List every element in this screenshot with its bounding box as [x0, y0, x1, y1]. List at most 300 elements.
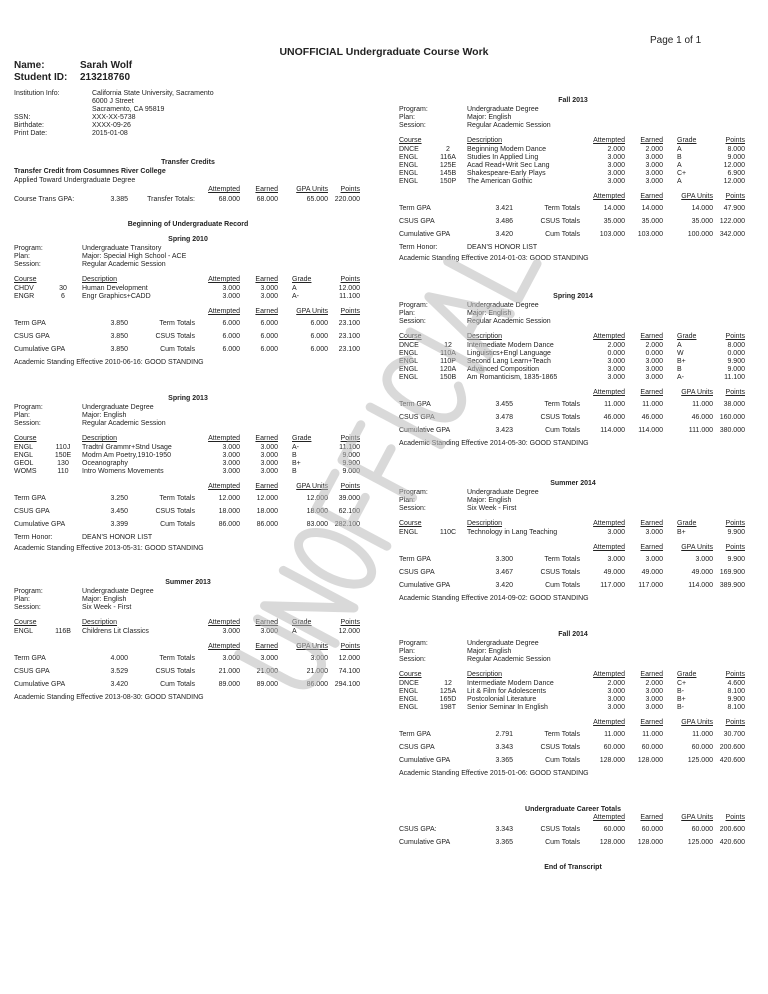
totals-row: [399, 582, 747, 595]
course-grade: C+: [677, 680, 687, 687]
course-number: 110J: [55, 444, 71, 451]
course-description: Second Lang Learn+Teach: [467, 358, 551, 365]
attempted-total: 89.000: [218, 681, 240, 688]
points-header: Points: [725, 671, 745, 678]
plan-value: Major: English: [82, 596, 127, 603]
course-row: [14, 285, 362, 293]
course-points: 9.900: [342, 460, 360, 467]
course-description: Modrn Am Poetry,1910-1950: [82, 452, 171, 459]
totals-row: [14, 508, 362, 521]
term-title-text: Spring 2013: [168, 395, 208, 402]
term-spring-2013: [14, 395, 362, 555]
totals-row: [14, 655, 362, 668]
totals-header: [399, 719, 747, 729]
course-description: Beginning Modern Dance: [467, 146, 546, 153]
earned-header: Earned: [255, 619, 278, 626]
term-session: [399, 505, 747, 513]
points-total: 39.000: [338, 495, 360, 502]
program-value: Undergraduate Degree: [82, 588, 154, 595]
course-subject: ENGL: [399, 366, 419, 373]
term-program: [14, 245, 362, 253]
grade-header: Grade: [677, 333, 697, 340]
course-header: Course: [399, 333, 422, 340]
gpa-label: CSUS GPA: [399, 218, 435, 225]
academic-standing: [14, 359, 362, 369]
info-value: California State University, Sacramento: [92, 90, 214, 97]
gpa-units-total: 3.000: [310, 655, 328, 662]
gpa-value: 3.343: [495, 826, 513, 833]
gpa-units-total: 18.000: [306, 508, 328, 515]
earned-header: Earned: [255, 276, 278, 283]
course-points: 9.000: [727, 366, 745, 373]
course-row: [399, 178, 747, 186]
totals-label: Term Totals: [544, 401, 580, 408]
gpa-units-header: GPA Units: [296, 483, 328, 490]
totals-label: Term Totals: [159, 655, 195, 662]
session-value: Regular Academic Session: [467, 656, 551, 663]
course-number: 110: [57, 468, 69, 475]
earned-header: Earned: [255, 308, 278, 315]
gpa-units-total: 3.000: [695, 556, 713, 563]
points-total: 420.600: [719, 839, 745, 846]
totals-row: [14, 333, 362, 346]
session-value: Six Week - First: [467, 505, 517, 512]
plan-value: Major: Special High School - ACE: [82, 253, 187, 260]
attempted-header: Attempted: [208, 308, 240, 315]
totals-header: [14, 308, 362, 318]
grade-header: Grade: [677, 520, 697, 527]
course-attempted: 3.000: [607, 374, 625, 381]
career-heading-text: Undergraduate Career Totals: [525, 806, 621, 813]
course-description: Studies In Applied Ling: [467, 154, 539, 161]
attempted-total: 128.000: [599, 839, 625, 846]
course-earned: 3.000: [645, 178, 663, 185]
course-description: Childrens Lit Classics: [82, 628, 149, 635]
gpa-units-total: 125.000: [687, 839, 713, 846]
course-subject: WOMS: [14, 468, 37, 475]
term-title: [14, 579, 362, 588]
course-subject: ENGL: [399, 154, 419, 161]
totals-label: CSUS Totals: [540, 414, 580, 421]
gpa-label: Term GPA: [399, 731, 431, 738]
course-number: 198T: [440, 704, 456, 711]
info-label: Institution Info:: [14, 90, 60, 97]
course-attempted: 3.000: [222, 444, 240, 451]
earned-header: Earned: [640, 544, 663, 551]
plan-value: Major: English: [467, 310, 512, 317]
course-header: [14, 276, 362, 285]
course-row: [399, 366, 747, 374]
gpa-label: CSUS GPA: [399, 569, 435, 576]
course-number: 6: [61, 293, 65, 300]
term-plan: [14, 253, 362, 261]
gpa-value: 3.300: [495, 556, 513, 563]
earned-total: 128.000: [637, 757, 663, 764]
course-attempted: 3.000: [222, 460, 240, 467]
course-subject: DNCE: [399, 342, 419, 349]
gpa-label: Cumulative GPA: [399, 582, 451, 589]
course-grade: A: [677, 178, 682, 185]
course-subject: ENGL: [399, 178, 419, 185]
earned-total: 68.000: [256, 196, 278, 203]
earned-total: 60.000: [641, 826, 663, 833]
course-subject: CHDV: [14, 285, 34, 292]
points-total: 47.900: [723, 205, 745, 212]
course-grade: B: [677, 366, 682, 373]
course-points: 9.900: [727, 696, 745, 703]
program-label: Program:: [399, 640, 428, 647]
totals-row: [14, 521, 362, 534]
session-label: Session:: [14, 604, 41, 611]
earned-total: 6.000: [260, 346, 278, 353]
gpa-value: 3.423: [495, 427, 513, 434]
course-subject: ENGL: [399, 350, 419, 357]
course-row: [399, 342, 747, 350]
term-title-text: Spring 2014: [553, 293, 593, 300]
attempted-header: Attempted: [208, 483, 240, 490]
term-title-text: Fall 2014: [558, 631, 588, 638]
session-label: Session:: [399, 318, 426, 325]
course-earned: 3.000: [260, 452, 278, 459]
term-program: [14, 588, 362, 596]
gpa-units-total: 6.000: [310, 346, 328, 353]
totals-label: Cum Totals: [160, 681, 195, 688]
course-number: 2: [446, 146, 450, 153]
attempted-total: 12.000: [218, 495, 240, 502]
points-total: 23.100: [338, 333, 360, 340]
attempted-header: Attempted: [593, 719, 625, 726]
gpa-units-header: GPA Units: [681, 544, 713, 551]
totals-row: [14, 681, 362, 694]
session-label: Session:: [399, 656, 426, 663]
course-description: Advanced Composition: [467, 366, 539, 373]
course-earned: 3.000: [645, 170, 663, 177]
transfer-applied-text: Applied Toward Undergraduate Degree: [14, 177, 136, 184]
transfer-heading: [14, 159, 362, 168]
course-header: [14, 619, 362, 628]
document-title: UNOFFICIAL Undergraduate Course Work: [279, 46, 489, 58]
course-description: Intro Womens Movements: [82, 468, 164, 475]
totals-label: Cum Totals: [160, 521, 195, 528]
totals-label: Term Totals: [159, 320, 195, 327]
points-total: 342.000: [719, 231, 745, 238]
points-total: 389.900: [719, 582, 745, 589]
points-header: Points: [340, 619, 360, 626]
program-value: Undergraduate Degree: [467, 106, 539, 113]
program-value: Undergraduate Degree: [82, 404, 154, 411]
transfer-credits-section: [14, 159, 362, 208]
term-title: [399, 97, 747, 106]
course-grade: B-: [677, 688, 684, 695]
attempted-total: 35.000: [603, 218, 625, 225]
gpa-value: 3.486: [495, 218, 513, 225]
attempted-header: Attempted: [593, 814, 625, 821]
description-header: Description: [82, 619, 118, 626]
gpa-value: 3.850: [110, 333, 128, 340]
earned-header: Earned: [640, 719, 663, 726]
course-grade: B: [677, 154, 682, 161]
course-row: [14, 628, 362, 636]
program-label: Program:: [399, 302, 428, 309]
plan-label: Plan:: [14, 596, 30, 603]
gpa-label: Term GPA: [14, 320, 46, 327]
course-number: 145B: [439, 170, 457, 177]
points-header: Points: [725, 814, 745, 821]
student-info: [14, 90, 314, 138]
gpa-value: 3.343: [495, 744, 513, 751]
course-description: The American Gothic: [467, 178, 533, 185]
description-header: Description: [467, 333, 503, 340]
term-plan: [399, 310, 747, 318]
totals-row: [399, 401, 747, 414]
gpa-value: 4.000: [110, 655, 128, 662]
course-row: [399, 704, 747, 712]
attempted-total: 6.000: [222, 346, 240, 353]
plan-value: Major: English: [467, 497, 512, 504]
attempted-total: 3.000: [222, 655, 240, 662]
term-title: [399, 480, 747, 489]
academic-standing: [14, 694, 362, 704]
grade-header: Grade: [292, 435, 312, 442]
points-header: Points: [725, 193, 745, 200]
earned-total: 11.000: [642, 731, 663, 738]
course-earned: 3.000: [645, 358, 663, 365]
term-program: [399, 640, 747, 648]
points-header: Points: [340, 643, 360, 650]
points-total: 62.100: [338, 508, 360, 515]
term-fall-2014: [399, 631, 747, 780]
totals-label: CSUS Totals: [155, 508, 195, 515]
course-grade: B+: [677, 529, 686, 536]
term-program: [14, 404, 362, 412]
points-header: Points: [340, 435, 360, 442]
course-description: Oceanography: [82, 460, 128, 467]
course-description: Tradtnl Grammr+Stnd Usage: [82, 444, 172, 451]
course-row: [399, 170, 747, 178]
gpa-value: 3.850: [110, 320, 128, 327]
totals-header: [14, 483, 362, 493]
term-plan: [399, 497, 747, 505]
course-description: Intermediate Modern Dance: [467, 342, 554, 349]
totals-label: Cum Totals: [545, 582, 580, 589]
career-totals-section: [399, 806, 747, 852]
course-header: Course: [399, 137, 422, 144]
points-header: Points: [725, 333, 745, 340]
course-points: 9.000: [342, 452, 360, 459]
earned-total: 18.000: [256, 508, 278, 515]
course-earned: 3.000: [645, 366, 663, 373]
gpa-value: 3.850: [110, 346, 128, 353]
transfer-source: [14, 168, 362, 177]
course-number: 120A: [439, 366, 457, 373]
earned-total: 6.000: [260, 320, 278, 327]
term-title-text: Fall 2013: [558, 97, 588, 104]
course-header: Course: [14, 619, 37, 626]
points-header: Points: [725, 544, 745, 551]
term-title: [399, 293, 747, 302]
gpa-label: Cumulative GPA: [399, 839, 451, 846]
program-label: Program:: [14, 588, 43, 595]
points-header: Points: [725, 520, 745, 527]
course-points: 9.900: [727, 358, 745, 365]
totals-row: [399, 731, 747, 744]
grade-header: Grade: [677, 137, 697, 144]
gpa-value: 3.450: [110, 508, 128, 515]
course-row: [399, 162, 747, 170]
course-earned: 0.000: [645, 350, 663, 357]
earned-header: Earned: [255, 435, 278, 442]
course-grade: B+: [677, 358, 686, 365]
program-value: Undergraduate Degree: [467, 640, 539, 647]
session-label: Session:: [14, 261, 41, 268]
earned-total: 89.000: [256, 681, 278, 688]
academic-standing-text: Academic Standing Effective 2014-05-30: GOOD STANDING: [399, 440, 589, 447]
course-header: [399, 333, 747, 342]
totals-label: Term Totals: [159, 495, 195, 502]
program-label: Program:: [14, 404, 43, 411]
points-total: 282.100: [334, 521, 360, 528]
gpa-label: Term GPA: [399, 205, 431, 212]
term-session: [14, 420, 362, 428]
term-plan: [14, 412, 362, 420]
earned-total: 46.000: [641, 414, 663, 421]
earned-header: Earned: [255, 643, 278, 650]
course-points: 12.000: [338, 285, 360, 292]
gpa-value: 3.385: [110, 196, 128, 203]
course-description: Postcolonial Literature: [467, 696, 537, 703]
gpa-units-total: 6.000: [310, 333, 328, 340]
academic-standing-text: Academic Standing Effective 2013-08-30: GOOD STANDING: [14, 694, 204, 701]
gpa-label: CSUS GPA: [399, 414, 435, 421]
gpa-units-total: 46.000: [691, 414, 713, 421]
attempted-total: 18.000: [218, 508, 240, 515]
end-of-transcript: End of Transcript: [544, 864, 602, 871]
course-subject: ENGL: [399, 704, 419, 711]
transfer-applied: [14, 177, 362, 186]
course-earned: 3.000: [260, 460, 278, 467]
info-label: SSN:: [14, 114, 31, 121]
course-attempted: 3.000: [607, 704, 625, 711]
attempted-header: Attempted: [208, 276, 240, 283]
totals-row: [14, 320, 362, 333]
points-total: 9.900: [727, 556, 745, 563]
plan-label: Plan:: [399, 648, 415, 655]
course-points: 12.000: [338, 628, 360, 635]
attempted-total: 21.000: [218, 668, 240, 675]
attempted-total: 49.000: [603, 569, 625, 576]
course-attempted: 3.000: [222, 452, 240, 459]
gpa-label: CSUS GPA: [14, 668, 50, 675]
course-earned: 3.000: [645, 704, 663, 711]
gpa-label: Cumulative GPA: [399, 757, 451, 764]
course-earned: 3.000: [645, 529, 663, 536]
course-number: 116B: [55, 628, 71, 635]
points-total: 23.100: [338, 346, 360, 353]
course-earned: 2.000: [645, 146, 663, 153]
course-points: 9.900: [727, 529, 745, 536]
course-earned: 3.000: [260, 444, 278, 451]
course-attempted: 3.000: [607, 170, 625, 177]
grade-header: Grade: [292, 619, 312, 626]
course-row: [399, 688, 747, 696]
earned-header: Earned: [640, 814, 663, 821]
name-label: Name:: [14, 60, 45, 71]
course-points: 6.900: [727, 170, 745, 177]
course-row: [14, 452, 362, 460]
course-row: [399, 350, 747, 358]
term-session: [399, 318, 747, 326]
totals-label: Term Totals: [544, 731, 580, 738]
session-value: Regular Academic Session: [82, 420, 166, 427]
gpa-label: CSUS GPA: [14, 508, 50, 515]
course-attempted: 3.000: [607, 358, 625, 365]
points-total: 38.000: [723, 401, 745, 408]
course-grade: B-: [677, 704, 684, 711]
term-fall-2013: [399, 97, 747, 265]
gpa-units-total: 65.000: [306, 196, 328, 203]
academic-standing: [399, 770, 747, 780]
info-line: [14, 98, 314, 106]
course-subject: DNCE: [399, 146, 419, 153]
course-row: [399, 529, 747, 537]
earned-total: 114.000: [638, 427, 663, 434]
attempted-header: Attempted: [593, 389, 625, 396]
gpa-units-total: 100.000: [687, 231, 713, 238]
course-points: 9.000: [342, 468, 360, 475]
description-header: Description: [82, 276, 118, 283]
term-plan: [399, 114, 747, 122]
academic-standing-text: Academic Standing Effective 2013-05-31: GOOD STANDING: [14, 545, 204, 552]
gpa-label: Term GPA: [14, 655, 46, 662]
gpa-label: Cumulative GPA: [14, 346, 66, 353]
course-number: 110C: [439, 529, 457, 536]
course-grade: A-: [292, 444, 299, 451]
totals-label: Cum Totals: [545, 427, 580, 434]
course-description: Intermediate Modern Dance: [467, 680, 554, 687]
gpa-value: 3.250: [110, 495, 128, 502]
gpa-units-header: GPA Units: [681, 719, 713, 726]
student-id: 213218760: [80, 72, 131, 83]
course-description: Acad Read+Writ Sec Lang: [467, 162, 550, 169]
student-name: Sarah Wolf: [80, 60, 133, 71]
page-number: Page 1 of 1: [650, 35, 702, 46]
term-title-text: Summer 2014: [550, 480, 596, 487]
course-number: 150E: [54, 452, 72, 459]
attempted-total: 11.000: [604, 401, 625, 408]
gpa-units-total: 21.000: [306, 668, 328, 675]
transfer-heading-text: Transfer Credits: [161, 159, 215, 166]
totals-header: [399, 544, 747, 554]
course-grade: W: [677, 350, 684, 357]
gpa-units-header: GPA Units: [296, 643, 328, 650]
attempted-total: 60.000: [603, 826, 625, 833]
course-row: [399, 146, 747, 154]
totals-row: [399, 231, 747, 244]
plan-label: Plan:: [14, 253, 30, 260]
gpa-value: 2.791: [495, 731, 513, 738]
plan-value: Major: English: [82, 412, 127, 419]
course-row: [399, 358, 747, 366]
earned-total: 103.000: [637, 231, 663, 238]
career-heading: [399, 806, 747, 814]
earned-total: 35.000: [641, 218, 663, 225]
course-header: Course: [399, 671, 422, 678]
term-summer-2014: [399, 480, 747, 605]
course-description: Lit & Film for Adolescents: [467, 688, 546, 695]
totals-header: [14, 643, 362, 653]
course-header: [399, 137, 747, 146]
course-subject: GEOL: [14, 460, 34, 467]
